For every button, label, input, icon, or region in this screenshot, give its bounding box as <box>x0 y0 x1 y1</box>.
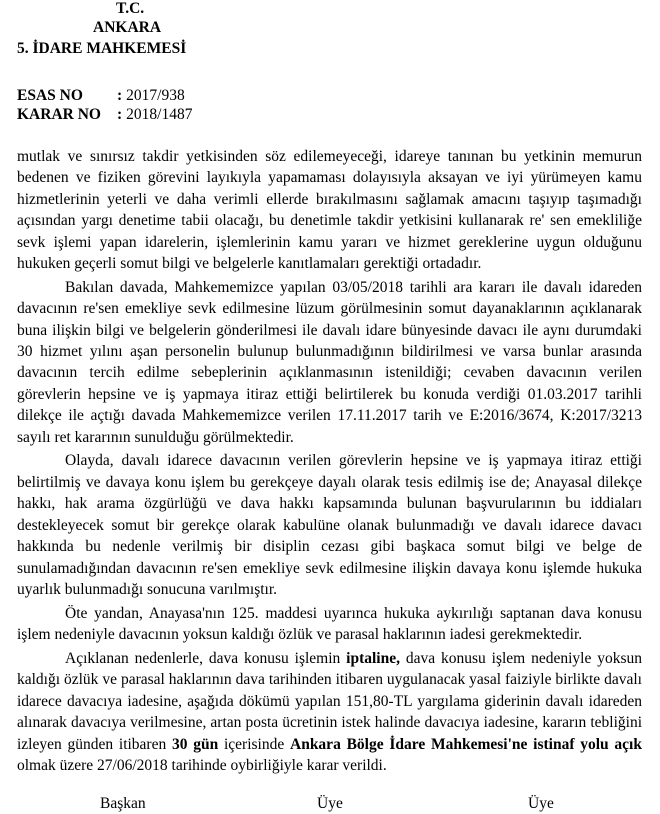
paragraph-5 <box>17 648 642 776</box>
p5-part-a: Açıklanan nedenlerle, dava konusu işlemin <box>65 649 347 667</box>
karar-row <box>17 106 192 124</box>
header-city: ANKARA <box>93 19 162 36</box>
paragraph-3: Olayda, davalı idarece davacının verilen görevlerin hepsine ve iş yapmaya itiraz ettiği belirtilmiş ve davaya konu işlem bu gerekçeye dayalı olarak tesis edilmiş ise de; Anayasal dilekçe hakkı, hak arama özgürlüğü ve dava hakkı kapsamında bulunan başvurularının bu iddiaları destekleyecek somut bir gerekçe olarak kabulüne olanak bulunmadığı ve davalı idarece davacı hakkında bu nedenle verilmiş bir disiplin cezası gibi başkaca somut bilgi ve belge de sunulamadığından davacının re'sen emekliye sevk edilmesine ilişkin davaya konu işlemde hukuka uyarlık bulunmadığı sonucuna varılmıştır. <box>17 452 642 598</box>
p5-part-c: dava konusu işlem nedeniyle yoksun kaldığı özlük ve parasal haklarının dava tarihinden itibaren uygulanacak yasal faiziyle birlikte davalı idarece davacıya iadesine, aşağıda dökümü yapılan 151,80-TL yargılama giderinin davalı idareden alınarak davacıya verilmesine, artan posta ücretinin istek halinde davacıya iadesine, kararın tebliğini izleyen günden itibaren <box>17 649 642 753</box>
signature-uye-1: Üye <box>317 795 343 812</box>
paragraph-1: mutlak ve sınırsız takdir yetkisinden söz edilemeyeceği, idareye tanınan bu yetkinin memurun bedenen ve fiziken görevini layıkıyla yapamaması dolayısıyla aksayan ve iyi yürümeyen kamu hizmetlerinin yeterli ve daha verimli ellerde bırakılmasını sağlamak amacını taşıyıp taşımadığı açısından yargı denetime tabii olacağı, bu denetimle takdir yetkisini kullanarak re' sen emekliliğe sevk işlemi yapan idarelerin, işlemlerinin kamu yararı ve hizmet gereklerine uygun olduğunu hukuken geçerli somut bilgi ve belgelerle kanıtlamaları gerektiği ortadadır. <box>17 148 642 273</box>
p5-iptal: iptaline, <box>346 649 400 667</box>
karar-value: 2018/1487 <box>126 106 193 123</box>
signature-uye-2: Üye <box>528 795 554 812</box>
esas-row <box>17 87 185 105</box>
karar-label: KARAR NO <box>17 106 101 123</box>
decision-body <box>17 146 642 779</box>
p5-appeal: Ankara Bölge İdare Mahkemesi'ne istinaf yolu açık <box>290 735 642 753</box>
p5-part-e: içerisinde <box>218 735 290 753</box>
esas-value: 2017/938 <box>126 87 185 104</box>
esas-label: ESAS NO <box>17 87 83 104</box>
paragraph-4: Öte yandan, Anayasa'nın 125. maddesi uyarınca hukuka aykırılığı saptanan dava konusu işlem nedeniyle davacının yoksun kaldığı özlük ve parasal haklarının iadesi gerekmektedir. <box>17 604 642 644</box>
p5-part-g: olmak üzere 27/06/2018 tarihinde oybirliğiyle karar verildi. <box>17 756 387 774</box>
karar-colon: : <box>117 106 123 123</box>
p5-days: 30 gün <box>171 735 219 753</box>
header-tc: T.C. <box>116 0 145 17</box>
signature-baskan: Başkan <box>100 795 146 812</box>
paragraph-2: Bakılan davada, Mahkememizce yapılan 03/05/2018 tarihli ara kararı ile davalı idareden davacının re'sen emekliye sevk edilmesine lüzum görülmesinin somut dayanaklarının açıklanarak buna ilişkin bilgi ve belgelerin gönderilmesi ile davalı idare bünyesinde davacı ile aynı durumdaki 30 hizmet yılını aşan personelin bulunup bulunmadığının bildirilmesi ve varsa bunlar arasında davacının tercih edilme sebeplerinin açıklanmasının istenildiği; cevaben davacının verilen görevlerin hepsine ve iş yapmaya itiraz ettiği belirtilerek bu konuda verdiği 01.03.2017 tarihli dilekçe ile açtığı davada Mahkememizce verilen 17.11.2017 tarih ve E:2016/3674, K:2017/3213 sayılı ret kararının sunulduğu görülmektedir. <box>17 278 642 446</box>
court-name: 5. İDARE MAHKEMESİ <box>17 40 187 57</box>
esas-colon: : <box>117 87 123 104</box>
